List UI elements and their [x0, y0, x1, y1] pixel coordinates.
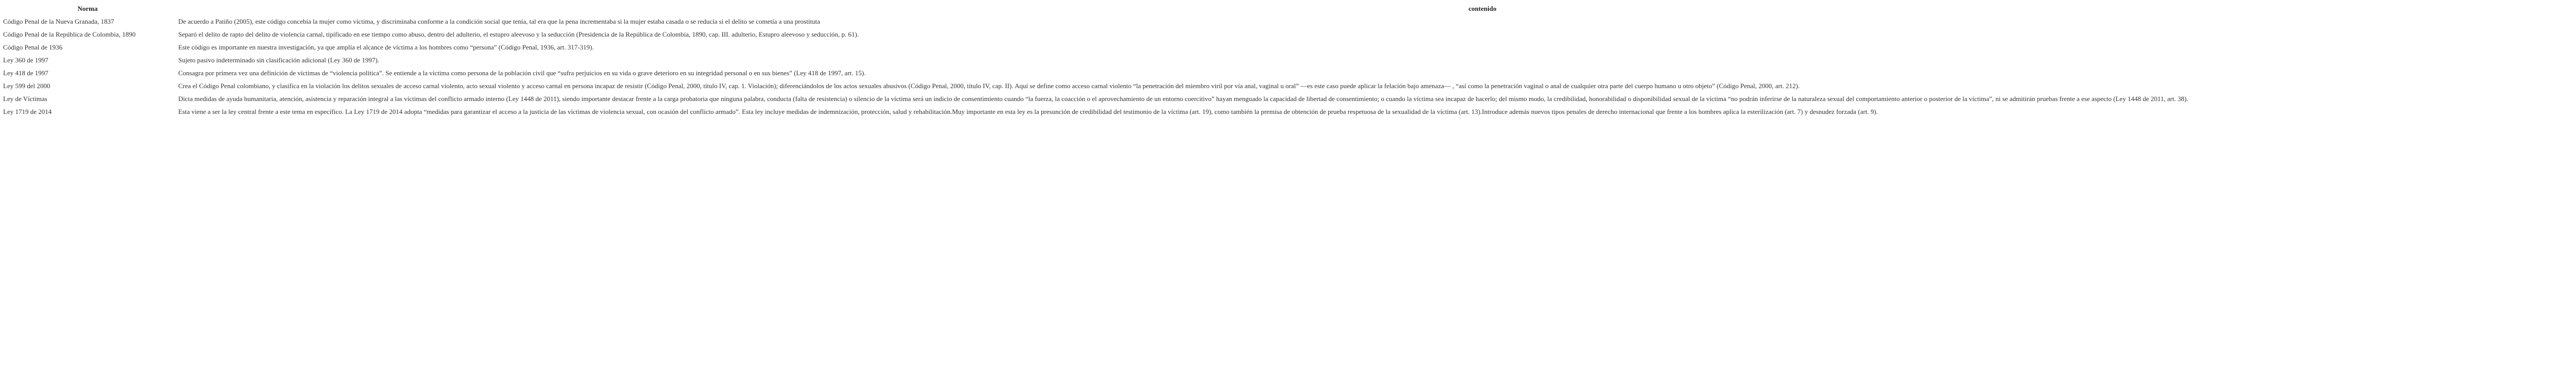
norma-cell: Código Penal de 1936 [3, 43, 63, 51]
table-row [0, 106, 2576, 119]
norma-cell: Ley 360 de 1997 [3, 56, 48, 64]
contenido-cell: Separó el delito de rapto del delito de violencia carnal, tipificado en ese tiempo como abuso, dentro del adulterio, el estupro aleevoso y la seducción (Presidencia de la República de Colombia, 1890, cap. III. adulterio, Estupro aleevoso y seducción, p. 61). [178, 30, 859, 38]
header-contenido: contenido [1468, 5, 1497, 12]
contenido-cell: Consagra por primera vez una definición de víctimas de “violencia política”. Se entiende a la víctima como persona de la población civil que “sufra perjuicios en su vida o grave deterioro en su integridad personal o en sus bienes” (Ley 418 de 1997, art. 15). [178, 69, 866, 77]
table-row [0, 54, 2576, 67]
contenido-cell: Sujeto pasivo indeterminado sin clasificación adicional (Ley 360 de 1997). [178, 56, 379, 64]
table-row [0, 41, 2576, 54]
norma-cell: Ley de Víctimas [3, 95, 47, 103]
norma-cell: Ley 1719 de 2014 [3, 108, 52, 115]
table-row [0, 93, 2576, 106]
document-page [0, 4, 2576, 119]
table-row [0, 28, 2576, 41]
contenido-cell: Crea el Código Penal colombiano, y clasifica en la violación los delitos sexuales de acceso carnal violento, acto sexual violento y acceso carnal en persona incapaz de resistir (Código Penal, 2000, título IV, cap. 1. Violación); diferenciándolos de los actos sexuales abusivos (Código Penal, 2000, título IV, cap. II). Aquí se define como acceso carnal violento “la penetración del miembro viril por vía anal, vaginal u oral” —es este caso puede aplicar la felación bajo amenaza— , “así como la penetración vaginal o anal de cualquier otra parte del cuerpo humano u otro objeto” (Código Penal, 2000, art. 212). [178, 82, 1800, 90]
table-row [0, 67, 2576, 80]
table-row [0, 80, 2576, 93]
contenido-cell: Este código es importante en nuestra investigación, ya que amplía el alcance de víctima a los hombres como “persona” (Código Penal, 1936, art. 317-319). [178, 43, 594, 51]
norma-cell: Código Penal de la República de Colombia, 1890 [3, 30, 136, 38]
table-header-row [0, 4, 2576, 15]
contenido-cell: Esta viene a ser la ley central frente a este tema en específico. La Ley 1719 de 2014 adopta “medidas para garantizar el acceso a la justicia de las víctimas de violencia sexual, con ocasión del conflicto armado”. Esta ley incluye medidas de indemnización, protección, salud y rehabilitación.Muy importante en esta ley es la presunción de credibilidad del testimonio de la víctima (art. 19), como también la premisa de obtención de prueba respetuosa de la sexualidad de la víctima (art. 13).Introduce además nuevos tipos penales de derecho internacional que frente a los hombres aplica la esterilización (art. 7) y desnudez forzada (art. 9). [178, 108, 1878, 115]
norma-cell: Ley 418 de 1997 [3, 69, 48, 77]
norma-cell: Código Penal de la Nueva Granada, 1837 [3, 18, 114, 25]
norma-cell: Ley 599 del 2000 [3, 82, 50, 90]
table-row [0, 15, 2576, 28]
contenido-cell: Dicta medidas de ayuda humanitaria, atención, asistencia y reparación integral a las víctimas del conflicto armado interno (Ley 1448 de 2011), siendo importante destacar frente a la carga probatoria que ninguna palabra, conducta (falta de resistencia) o silencio de la víctima será un indicio de consentimiento cuando “la fuerza, la coacción o el aprovechamiento de un entorno coercitivo” hayan menguado la capacidad de libertad de consentimiento; o cuando la víctima sea incapaz de hacerlo; del mismo modo, la credibilidad, honorabilidad o disponibilidad sexual de la víctima “no podrán inferirse de la naturaleza sexual del comportamiento anterior o posterior de la víctima”, ni se admitirán pruebas frente a ese aspecto (Ley 1448 de 2011, art. 38). [178, 95, 2189, 103]
header-norma: Norma [77, 5, 98, 12]
norms-table [0, 4, 2576, 119]
contenido-cell: De acuerdo a Patiño (2005), este código concebía la mujer como víctima, y discriminaba conforme a la condición social que tenía, tal era que la pena incrementaba si la mujer estaba casada o se reducía si el delito se cometía a una prostituta [178, 18, 820, 25]
